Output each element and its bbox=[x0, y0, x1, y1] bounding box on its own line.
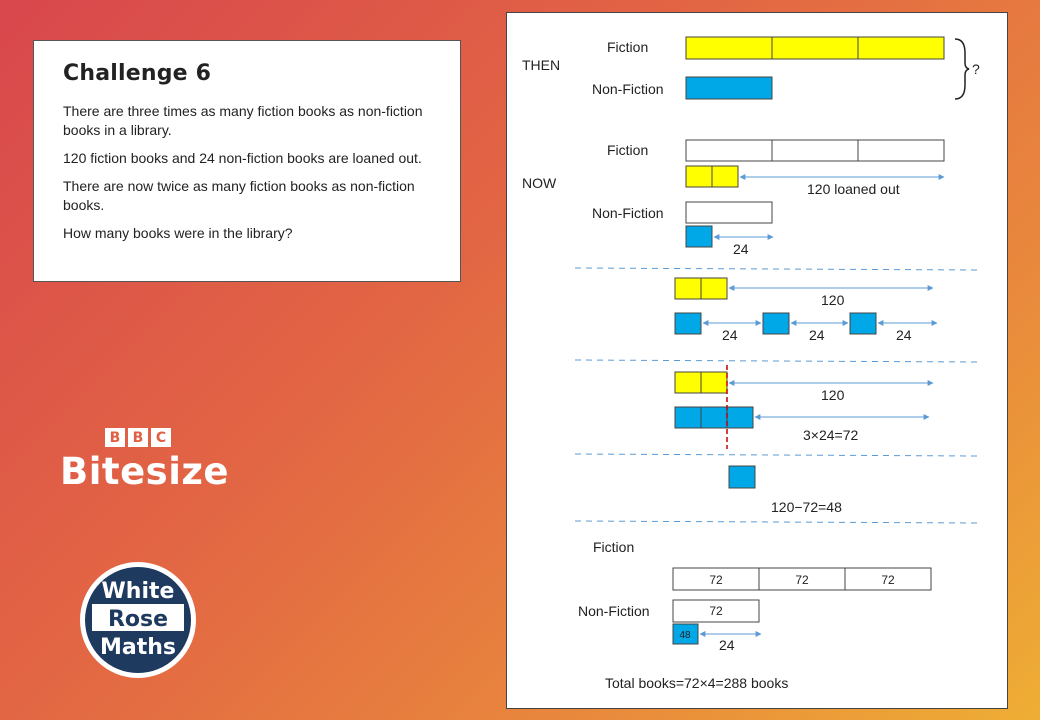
fiction-remaining-now bbox=[686, 166, 738, 187]
step3-blue-bar bbox=[675, 407, 753, 428]
divider-4 bbox=[575, 521, 977, 523]
challenge-card bbox=[33, 40, 461, 282]
non-fiction-label-then: Non-Fiction bbox=[592, 81, 664, 97]
fiction-bar-now bbox=[686, 140, 944, 161]
challenge-question: How many books were in the library? bbox=[63, 225, 293, 241]
total-books-label: Total books=72×4=288 books bbox=[605, 675, 789, 691]
step2-24-label-c: 24 bbox=[896, 327, 912, 343]
question-mark: ? bbox=[972, 61, 980, 77]
fiction-bar-then bbox=[686, 37, 944, 59]
wrm-maths-text: Maths bbox=[99, 635, 177, 660]
final-72-a: 72 bbox=[709, 573, 723, 587]
divider-2 bbox=[575, 360, 977, 362]
final-24-label: 24 bbox=[719, 637, 735, 653]
divider-1 bbox=[575, 268, 977, 270]
challenge-text-1: There are three times as many fiction books as non-fiction books in a library. bbox=[63, 103, 423, 138]
non-fiction-label-now: Non-Fiction bbox=[592, 205, 664, 221]
wrm-white-text: White bbox=[101, 579, 175, 604]
step2-120-label: 120 bbox=[821, 292, 845, 308]
step3-120-label: 120 bbox=[821, 387, 845, 403]
bar-model-diagram bbox=[507, 13, 1009, 710]
bbc-letter-c: C bbox=[151, 428, 171, 447]
step3-yellow-bar bbox=[675, 372, 727, 393]
wrm-rose-text: Rose bbox=[107, 607, 169, 632]
non-fiction-remaining-now bbox=[686, 226, 712, 247]
final-72-d: 72 bbox=[709, 604, 723, 618]
bitesize-logo: Bitesize bbox=[60, 450, 230, 493]
now-label: NOW bbox=[522, 175, 557, 191]
challenge-text-3: There are now twice as many fiction books as non-fiction books. bbox=[63, 178, 415, 213]
fiction-label-then: Fiction bbox=[607, 39, 649, 55]
non-fiction-bar-then bbox=[686, 77, 772, 99]
step2-24-label-b: 24 bbox=[809, 327, 825, 343]
step4-equation: 120−72=48 bbox=[771, 499, 842, 515]
step4-blue-part bbox=[729, 466, 755, 488]
non-fiction-bar-now bbox=[686, 202, 772, 223]
non-fiction-label-final: Non-Fiction bbox=[578, 603, 650, 619]
final-72-c: 72 bbox=[881, 573, 895, 587]
final-72-b: 72 bbox=[795, 573, 809, 587]
divider-3 bbox=[575, 454, 977, 456]
fiction-label-now: Fiction bbox=[607, 142, 649, 158]
then-label: THEN bbox=[522, 57, 561, 73]
fiction-label-final: Fiction bbox=[593, 539, 635, 555]
step2-24-label-a: 24 bbox=[722, 327, 738, 343]
challenge-title: Challenge 6 bbox=[63, 61, 212, 86]
loaned-out-label: 120 loaned out bbox=[807, 181, 900, 197]
step3-equation: 3×24=72 bbox=[803, 427, 859, 443]
challenge-text-2: 120 fiction books and 24 non-fiction books are loaned out. bbox=[63, 150, 422, 166]
final-48-label: 48 bbox=[679, 630, 691, 641]
bbc-letter-b1: B bbox=[105, 428, 125, 447]
bar-model-panel bbox=[506, 12, 1008, 709]
step2-yellow-bar bbox=[675, 278, 727, 299]
white-rose-maths-logo bbox=[78, 560, 198, 680]
loaned-24-label: 24 bbox=[733, 241, 749, 257]
bbc-logo bbox=[105, 428, 171, 447]
brace bbox=[955, 39, 969, 99]
bbc-letter-b2: B bbox=[128, 428, 148, 447]
